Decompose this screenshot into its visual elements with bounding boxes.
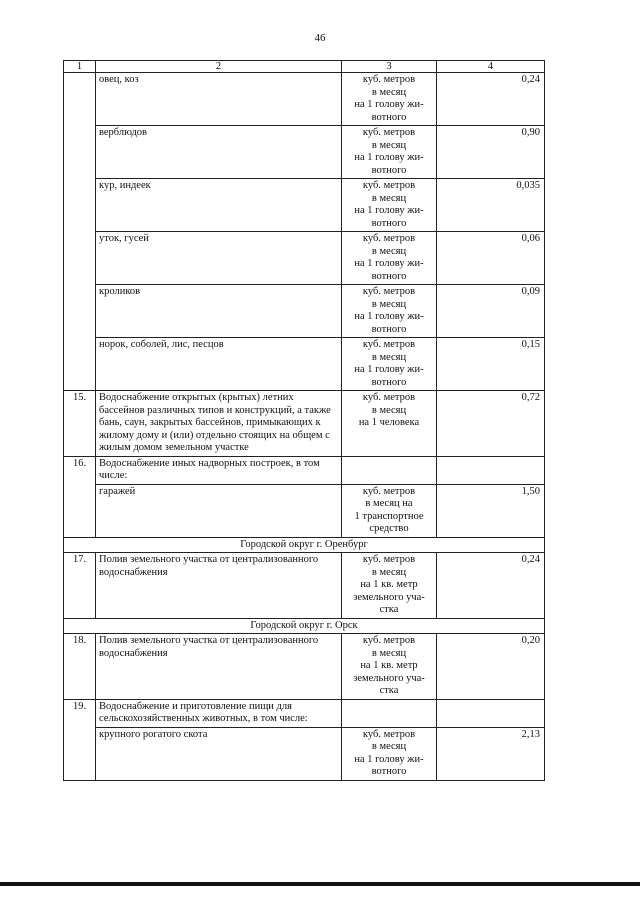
row-description: уток, гусей bbox=[96, 232, 342, 285]
header-col-3: 3 bbox=[342, 61, 437, 73]
header-col-2: 2 bbox=[96, 61, 342, 73]
unit-line: в месяц bbox=[371, 404, 407, 416]
row-description: гаражей bbox=[96, 484, 342, 537]
table-row bbox=[64, 126, 545, 179]
unit-line: в месяц bbox=[371, 245, 407, 257]
table-row bbox=[64, 727, 545, 780]
row-unit bbox=[342, 727, 437, 780]
row-description: кроликов bbox=[96, 285, 342, 338]
unit-line: средство bbox=[369, 523, 409, 534]
unit-line: на 1 голову жи- bbox=[354, 205, 424, 216]
unit-line: куб. метров bbox=[362, 635, 416, 646]
row-description: Водоснабжение открытых (крытых) летних бассейнов различных типов и конструкций, а также бань, саун, закрытых бассейнов, примыкающих к жилому дому и (или) отдельно стоящих на общем с жилым домом земельном участке bbox=[96, 391, 342, 457]
row-value: 0,90 bbox=[437, 126, 545, 179]
unit-line: земельного уча- bbox=[353, 591, 425, 603]
unit-line: в месяц bbox=[371, 351, 407, 363]
unit-line: на 1 голову жи- bbox=[354, 99, 424, 110]
unit-line: вотного bbox=[371, 111, 407, 123]
row-unit bbox=[342, 456, 437, 484]
row-value: 0,72 bbox=[437, 391, 545, 457]
row-unit bbox=[342, 73, 437, 126]
table-row bbox=[64, 484, 545, 537]
row-value: 0,24 bbox=[437, 73, 545, 126]
table-row bbox=[64, 553, 545, 619]
row-value: 0,09 bbox=[437, 285, 545, 338]
unit-line: в месяц bbox=[371, 566, 407, 578]
row-number: 17. bbox=[64, 553, 96, 619]
row-value: 0,06 bbox=[437, 232, 545, 285]
row-description: кур, индеек bbox=[96, 179, 342, 232]
unit-line: на 1 кв. метр bbox=[360, 660, 418, 671]
row-number bbox=[64, 285, 96, 338]
unit-line: вотного bbox=[371, 270, 407, 282]
unit-line: в месяц bbox=[371, 647, 407, 659]
unit-line: куб. метров bbox=[362, 392, 416, 403]
table-row bbox=[64, 285, 545, 338]
unit-line: куб. метров bbox=[362, 339, 416, 350]
row-description: верблюдов bbox=[96, 126, 342, 179]
row-description: Водоснабжение иных надворных построек, в том числе: bbox=[96, 456, 342, 484]
unit-line: в месяц на bbox=[365, 498, 413, 509]
row-number: 16. bbox=[64, 456, 96, 484]
bottom-rule bbox=[0, 882, 640, 886]
unit-line: в месяц bbox=[371, 139, 407, 151]
unit-line: вотного bbox=[371, 217, 407, 229]
unit-line: куб. метров bbox=[362, 485, 416, 497]
row-unit bbox=[342, 179, 437, 232]
row-description: Водоснабжение и приготовление пищи для сельскохозяйственных животных, в том числе: bbox=[96, 699, 342, 727]
row-value: 2,13 bbox=[437, 727, 545, 780]
unit-line: вотного bbox=[371, 376, 407, 388]
unit-line: вотного bbox=[371, 323, 407, 335]
row-unit bbox=[342, 285, 437, 338]
table-row bbox=[64, 338, 545, 391]
row-unit bbox=[342, 391, 437, 457]
row-description: овец, коз bbox=[96, 73, 342, 126]
row-value: 1,50 bbox=[437, 484, 545, 537]
unit-line: на 1 голову жи- bbox=[354, 152, 424, 163]
header-col-1: 1 bbox=[64, 61, 96, 73]
row-value: 0,24 bbox=[437, 553, 545, 619]
unit-line: вотного bbox=[371, 766, 407, 777]
row-description: Полив земельного участка от централизованного водоснабжения bbox=[96, 634, 342, 700]
row-unit bbox=[342, 553, 437, 619]
page-number: 46 bbox=[314, 32, 326, 44]
header-col-4: 4 bbox=[437, 61, 545, 73]
unit-line: куб. метров bbox=[362, 286, 416, 297]
row-unit bbox=[342, 126, 437, 179]
unit-line: куб. метров bbox=[362, 127, 416, 138]
unit-line: земельного уча- bbox=[353, 672, 425, 684]
table-row bbox=[64, 699, 545, 727]
unit-line: на 1 голову жи- bbox=[354, 258, 424, 269]
section-title: Городской округ г. Орск bbox=[64, 618, 545, 634]
table-row bbox=[64, 232, 545, 285]
table-row bbox=[64, 456, 545, 484]
row-value: 0,15 bbox=[437, 338, 545, 391]
row-value bbox=[437, 456, 545, 484]
unit-line: куб. метров bbox=[362, 180, 416, 191]
unit-line: куб. метров bbox=[362, 554, 416, 565]
unit-line: на 1 голову жи- bbox=[354, 753, 424, 765]
row-description: норок, соболей, лис, песцов bbox=[96, 338, 342, 391]
row-unit bbox=[342, 232, 437, 285]
unit-line: в месяц bbox=[371, 86, 407, 98]
table-row bbox=[64, 634, 545, 700]
row-number bbox=[64, 126, 96, 179]
unit-line: на 1 голову жи- bbox=[354, 311, 424, 322]
unit-line: куб. метров bbox=[362, 728, 416, 740]
section-row bbox=[64, 618, 545, 634]
row-description: крупного рогатого скота bbox=[96, 727, 342, 780]
header-row bbox=[64, 61, 545, 73]
unit-line: стка bbox=[379, 685, 399, 696]
row-description: Полив земельного участка от централизованного водоснабжения bbox=[96, 553, 342, 619]
row-number: 18. bbox=[64, 634, 96, 700]
row-unit bbox=[342, 338, 437, 391]
unit-line: на 1 голову жи- bbox=[354, 364, 424, 375]
table-row bbox=[64, 179, 545, 232]
unit-line: в месяц bbox=[371, 192, 407, 204]
row-value bbox=[437, 699, 545, 727]
unit-line: на 1 человека bbox=[358, 417, 420, 428]
unit-line: куб. метров bbox=[362, 233, 416, 244]
unit-line: вотного bbox=[371, 164, 407, 176]
unit-line: куб. метров bbox=[362, 74, 416, 85]
unit-line: стка bbox=[379, 604, 399, 615]
row-value: 0,20 bbox=[437, 634, 545, 700]
row-number bbox=[64, 73, 96, 126]
row-number bbox=[64, 727, 96, 780]
unit-line: 1 транспортное bbox=[354, 510, 424, 522]
unit-line: в месяц bbox=[371, 741, 407, 752]
row-number bbox=[64, 484, 96, 537]
row-unit bbox=[342, 699, 437, 727]
row-number bbox=[64, 232, 96, 285]
table-row bbox=[64, 391, 545, 457]
row-number bbox=[64, 179, 96, 232]
row-unit bbox=[342, 484, 437, 537]
row-unit bbox=[342, 634, 437, 700]
row-value: 0,035 bbox=[437, 179, 545, 232]
section-row bbox=[64, 537, 545, 553]
unit-line: в месяц bbox=[371, 298, 407, 310]
unit-line: на 1 кв. метр bbox=[360, 579, 418, 590]
table-row bbox=[64, 73, 545, 126]
section-title: Городской округ г. Оренбург bbox=[64, 537, 545, 553]
row-number bbox=[64, 338, 96, 391]
row-number: 15. bbox=[64, 391, 96, 457]
water-norms-table bbox=[63, 60, 545, 781]
row-number: 19. bbox=[64, 699, 96, 727]
